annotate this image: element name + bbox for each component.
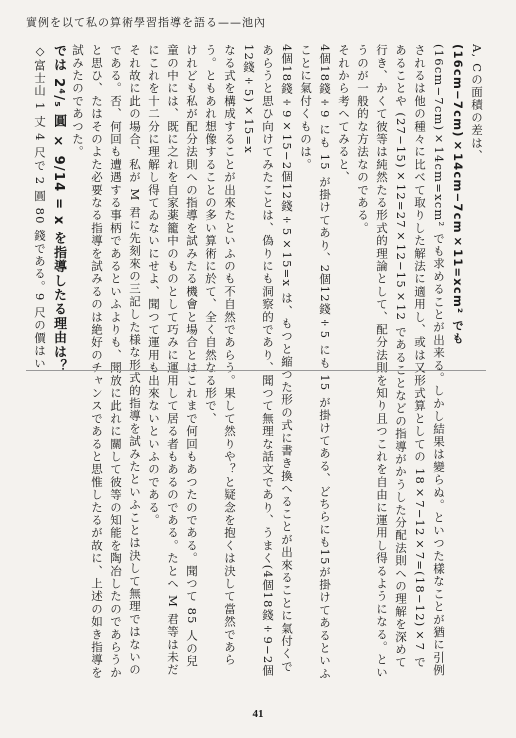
paragraph: (16cm−7cm)×14cm=xcm² でも求めることが出来る。しかし結果は變らぬ。といつた樣なことが猶に引例されるは他の種々に比べて取りした解法に適用し、或は又形式算としての 18×7−12×7=(18−12)×7 であることや (27−15)×12=27×12−15×12 であることなどの指導がかうした分配法則への理解を深めて行き、かくて彼等は純然たる形式的理論として、配分法則を知り且つこれを自由に運用し得るようになる。というのが一般的な方法なのである。 — [356, 44, 446, 679]
paragraph: それ故に此の場合、私が M 君に先刻來の三記した様な形式的指導を試みたといふことは決して無理ではないのである。否、何回も遭遇する事柄であるといふよりも、聞放に此れに關して彼等の知能を陶冶したのであらうかと思ひ、たはそのよた必要なる指導を試みるのは絶好のチャンスであると思惟したるが故に、上述の如き指導を試みたのであつた。 — [71, 44, 142, 679]
formula-line: (16cm−7cm)×14cm−7cm×11=xcm² でも — [451, 44, 465, 345]
page-number: 41 — [252, 708, 264, 720]
paragraph: けれども私が配分法則への指導を試みたる機會と場合とはこれまで何回もあつたのである。聞つて 85 人の兒童の中には、既に之れを自家薬籠中のものとして巧みに運用して居る者もあるのである。たとへ M 君等は未だにこれを十二分に理解し得てゐないにせよ、聞つて運用も出來ないといふのである。 — [147, 44, 199, 677]
section-divider — [26, 370, 486, 371]
paragraph: 4個18錢÷9 にも 15 が掛けてあり、2個12錢÷5 にも 15 が掛けてある、どちらにも15が掛けてあるといふことに氣付くものは。 — [299, 44, 332, 680]
section-headline: では 2⁴/₅ 圓 × 9/14 = x を指導したる理由は？ — [51, 44, 66, 374]
vertical-body-text — [26, 44, 486, 680]
paragraph: A, Cの面積の差は、 — [470, 44, 484, 163]
paragraph: 4個18錢÷9×15−2個12錢÷5×15=x は、もつと縮つた形の式に書き換へることが出來ることに氣付くであらうと思ひ向けてみたことは、偽りにも洞察的であり、聞つて無理な話文であり、うまく(4個18錢÷9−2個12錢÷5)×15=x — [242, 44, 294, 678]
running-header: 實例を以て私の算術學習指導を語る——池內 — [26, 16, 266, 29]
paragraph: ◇富士山 1 丈 4 尺で 2 圓 80 錢である。9 尺の價はい — [33, 44, 47, 370]
paragraph: それから考へてみると、 — [337, 44, 351, 184]
paragraph: なる式を構成することが出來たといふのも不自然であらう。果して然りや？と疑念を抱くは決して當然であらう。ともあれ想像することの多い算術に於て、全く自然なる形で、 — [204, 44, 237, 667]
